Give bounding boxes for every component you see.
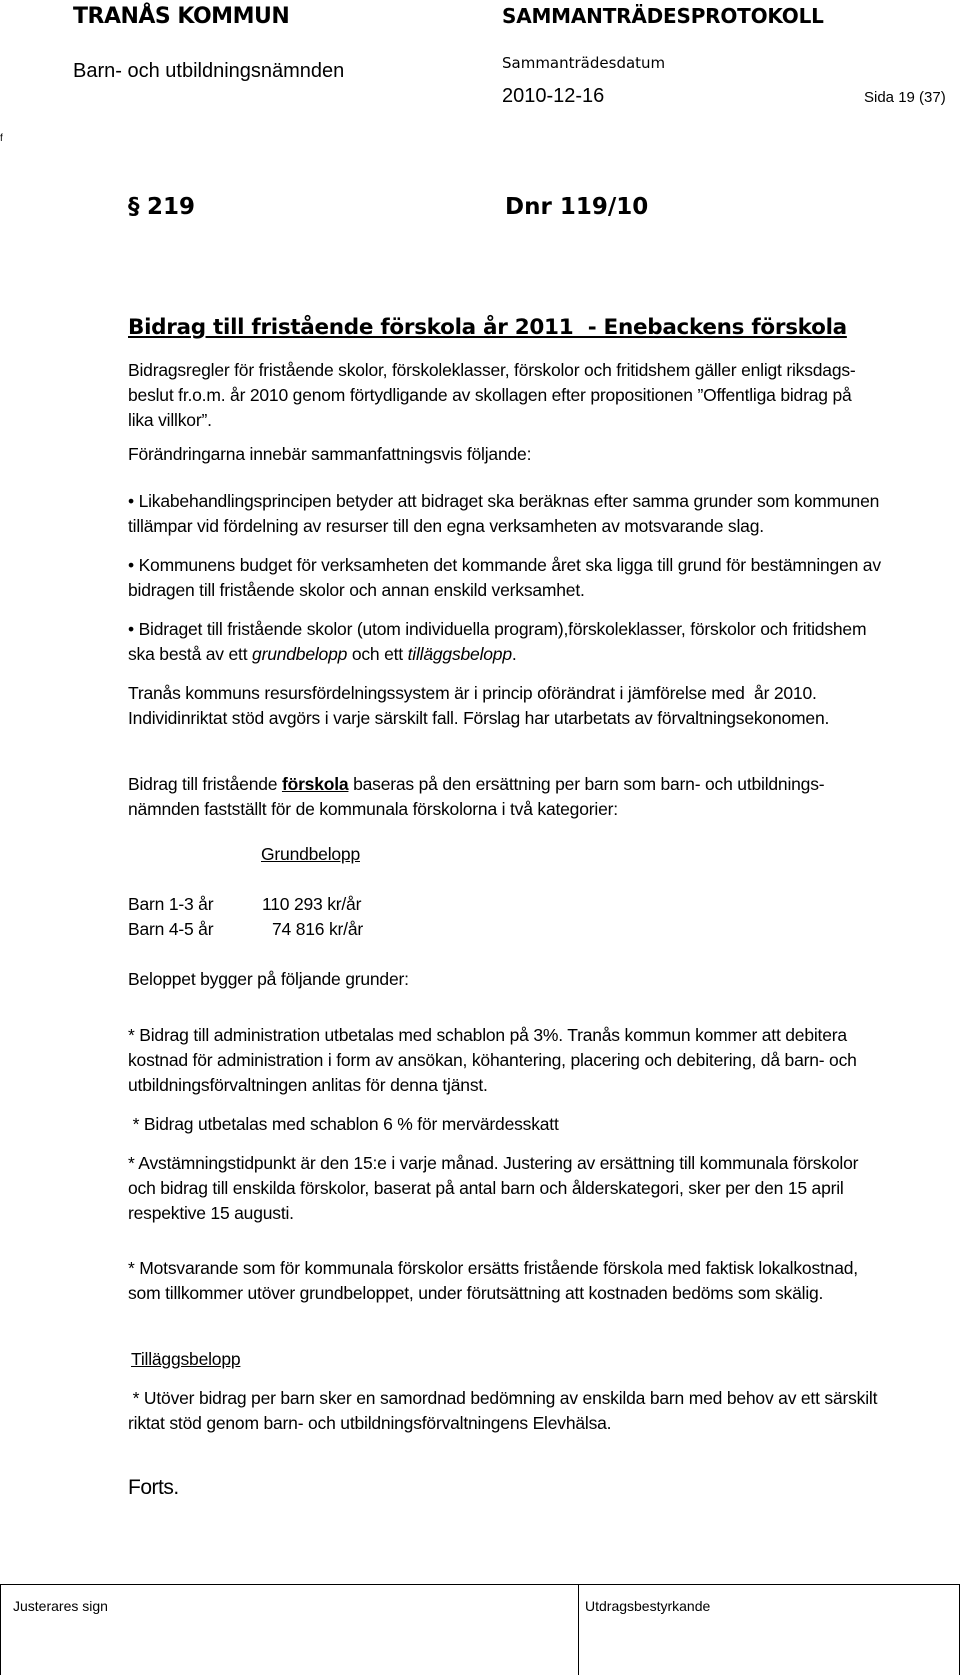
resource-system-line-1: Tranås kommuns resursfördelningssystem är i princip oförändrat i jämförelse med år 2010.	[128, 683, 817, 703]
resource-system-line-2: Individinriktat stöd avgörs i varje särskilt fall. Förslag har utarbetats av förvaltningsekonomen.	[128, 708, 830, 728]
section-number: 219	[147, 194, 196, 220]
stray-mark: f	[0, 133, 3, 144]
table-row-value: 74 816 kr/år	[272, 919, 363, 939]
premises-line-1: * Motsvarande som för kommunala förskolor ersätts fristående förskola med faktisk lokalkostnad,	[128, 1258, 858, 1278]
preschool-line-2: nämnden fastställt för de kommunala förskolorna i två kategorier:	[128, 799, 618, 819]
footer-divider-left	[0, 1584, 1, 1675]
bullet-3-text-a: ska bestå av ett	[128, 644, 253, 664]
meeting-date: 2010-12-16	[502, 85, 605, 107]
reconciliation-line-1: * Avstämningstidpunkt är den 15:e i varje månad. Justering av ersättning till kommunala förskolor	[128, 1153, 859, 1173]
vat-line: * Bidrag utbetalas med schablon 6 % för mervärdesskatt	[128, 1114, 559, 1134]
bullet-1-line-2: tillämpar vid fördelning av resurser till den egna verksamheten av motsvarande slag.	[128, 516, 764, 536]
table-row-value: 110 293 kr/år	[262, 894, 362, 914]
table-row-label: Barn 4-5 år	[128, 919, 214, 939]
supplement-heading: Tilläggsbelopp	[131, 1349, 241, 1369]
continued-note: Forts.	[128, 1476, 179, 1499]
diary-number: Dnr 119/10	[505, 194, 649, 220]
certified-extract-label: Utdragsbestyrkande	[585, 1598, 711, 1614]
supplement-line-1: * Utöver bidrag per barn sker en samordnad bedömning av enskilda barn med behov av ett särskilt	[128, 1388, 878, 1408]
paragraph-symbol: §	[128, 194, 140, 220]
table-row-label: Barn 1-3 år	[128, 894, 214, 914]
page-number: Sida 19 (37)	[864, 89, 946, 106]
municipality-name: TRANÅS KOMMUN	[73, 4, 290, 29]
bullet-2-line-2: bidragen till fristående skolor och annan enskild verksamhet.	[128, 580, 585, 600]
bullet-3-text-c: och ett	[347, 644, 408, 664]
preschool-text-c: baseras på den ersättning per barn som barn- och utbildnings-	[348, 774, 825, 794]
grundbelopp-header: Grundbelopp	[261, 844, 360, 864]
section-title: Bidrag till fristående förskola år 2011 - Enebackens förskola	[128, 315, 847, 340]
intro-line-3: lika villkor”.	[128, 410, 212, 430]
admin-line-3: utbildningsförvaltningen anlitas för denna tjänst.	[128, 1075, 488, 1095]
bullet-2-line-1: • Kommunens budget för verksamheten det kommande året ska ligga till grund för bestämningen av	[128, 555, 881, 575]
footer-divider-middle	[578, 1584, 579, 1675]
supplement-line-2: riktat stöd genom barn- och utbildningsförvaltningens Elevhälsa.	[128, 1413, 612, 1433]
footer-rule	[0, 1584, 960, 1585]
intro-line-2: beslut fr.o.m. år 2010 genom förtydligande av skollagen efter propositionen ”Offentliga bidrag på	[128, 385, 852, 405]
premises-line-2: som tillkommer utöver grundbeloppet, under förutsättning att kostnaden bedöms som skälig.	[128, 1283, 824, 1303]
reconciliation-line-2: och bidrag till enskilda förskolor, baserat på antal barn och ålderskategori, sker per den 15 april	[128, 1178, 844, 1198]
protocol-title: SAMMANTRÄDESPROTOKOLL	[502, 4, 824, 28]
preschool-text-a: Bidrag till fristående	[128, 774, 282, 794]
reconciliation-line-3: respektive 15 augusti.	[128, 1203, 294, 1223]
bullet-3-line-2	[128, 642, 928, 667]
bullet-3-line-1: • Bidraget till fristående skolor (utom individuella program),förskoleklasser, förskolor och fritidshem	[128, 619, 867, 639]
preschool-line-1	[128, 772, 928, 797]
admin-line-2: kostnad för administration i form av ansökan, köhantering, placering och debitering, då barn- och	[128, 1050, 857, 1070]
bullet-3-text-e: .	[511, 644, 517, 664]
grounds-intro: Beloppet bygger på följande grunder:	[128, 969, 409, 989]
summary-intro: Förändringarna innebär sammanfattningsvis följande:	[128, 444, 532, 464]
grundbelopp-term: grundbelopp	[252, 644, 348, 664]
committee-name: Barn- och utbildningsnämnden	[73, 60, 345, 82]
tillaggsbelopp-term: tilläggsbelopp	[407, 644, 512, 664]
preschool-emphasis: förskola	[281, 774, 349, 794]
bullet-1-line-1: • Likabehandlingsprincipen betyder att bidraget ska beräknas efter samma grunder som kommunen	[128, 491, 880, 511]
admin-line-1: * Bidrag till administration utbetalas med schablon på 3%. Tranås kommun kommer att debitera	[128, 1025, 847, 1045]
meeting-date-label: Sammanträdesdatum	[502, 54, 666, 72]
adjuster-sign-label: Justerares sign	[13, 1598, 108, 1614]
intro-line-1: Bidragsregler för fristående skolor, förskoleklasser, förskolor och fritidshem gäller enligt riksdags-	[128, 360, 856, 380]
